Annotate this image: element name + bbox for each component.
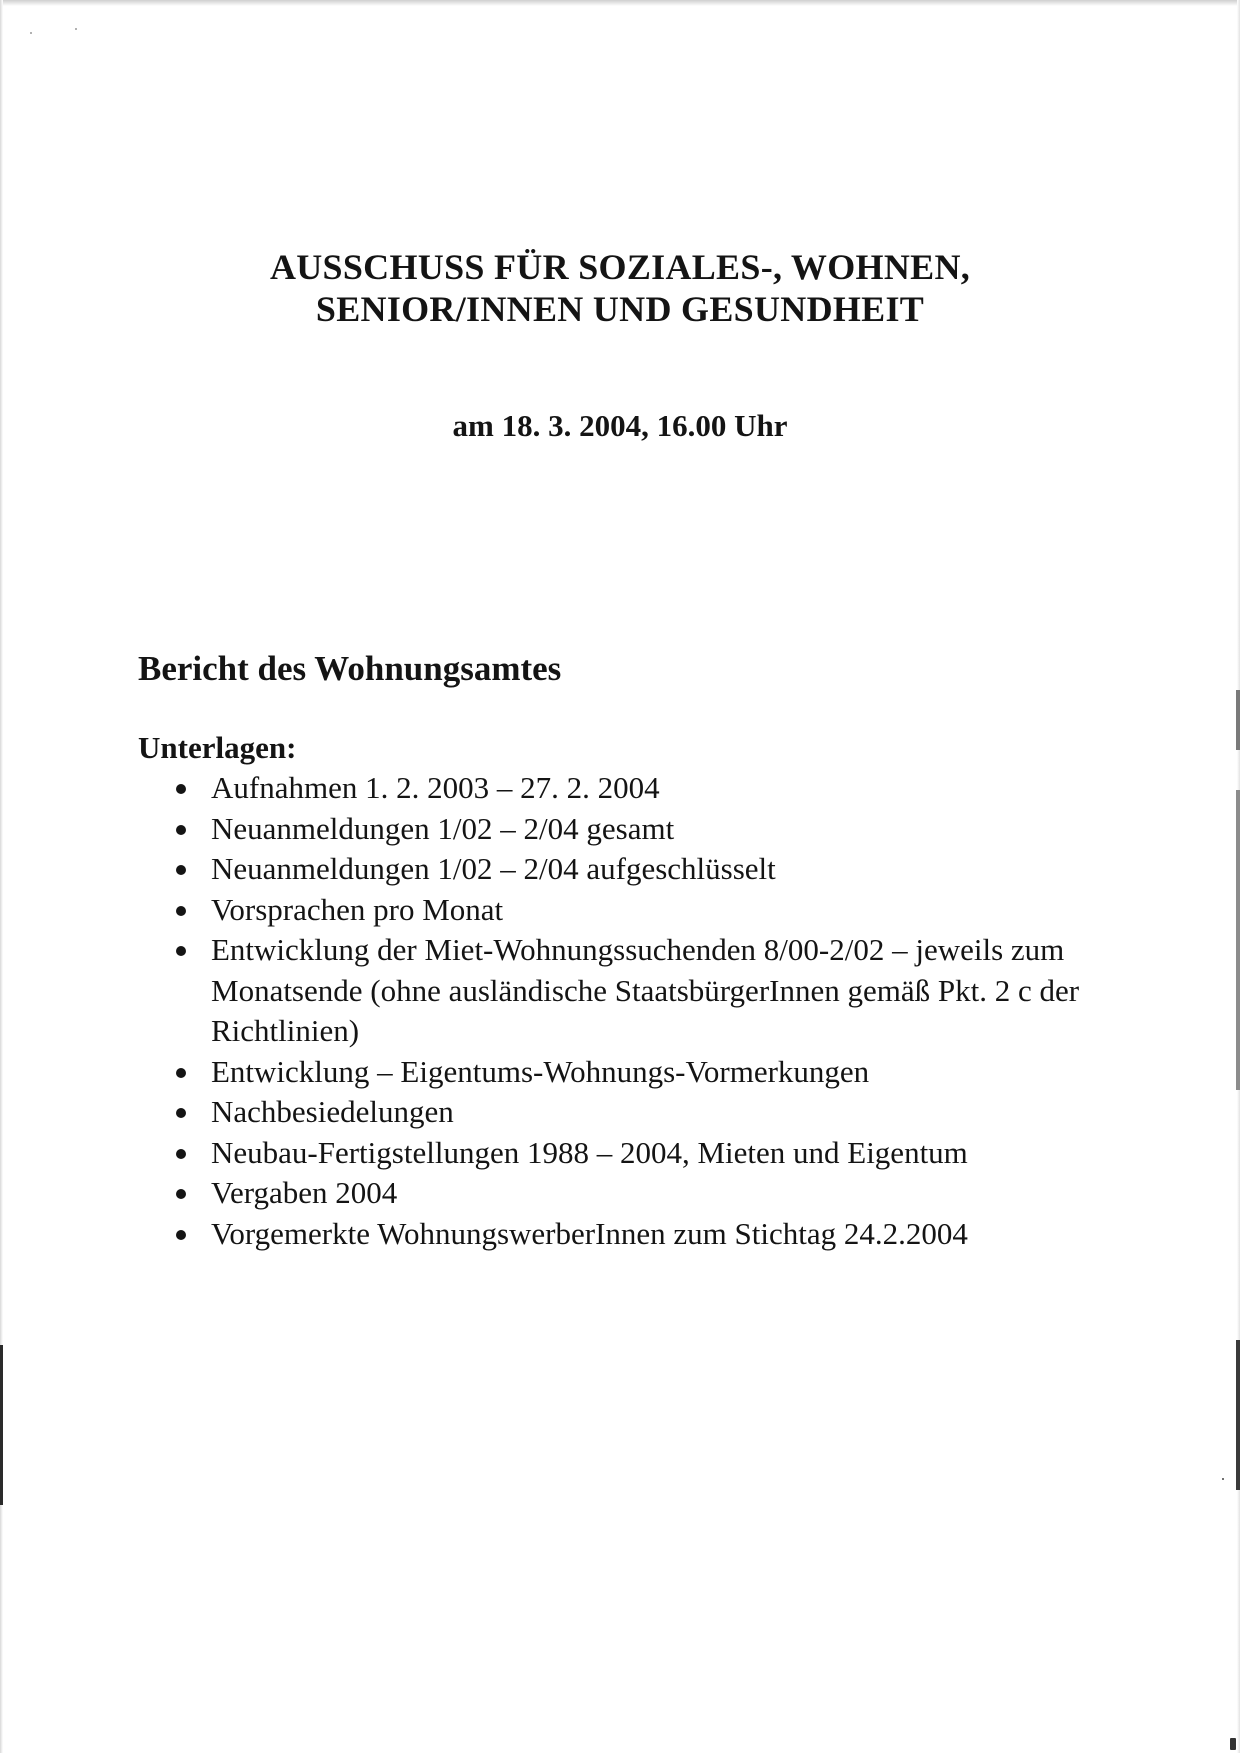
list-item xyxy=(138,930,1098,1052)
scan-mark xyxy=(1236,1340,1240,1490)
list-item xyxy=(138,1173,1098,1214)
bullet-icon xyxy=(176,1230,186,1240)
list-item-text: Neubau-Fertigstellungen 1988 – 2004, Mieten und Eigentum xyxy=(211,1134,968,1170)
list-item xyxy=(138,890,1098,931)
list-item xyxy=(138,1133,1098,1174)
scan-mark xyxy=(0,1345,3,1505)
list-item-text: Vorgemerkte WohnungswerberInnen zum Stichtag 24.2.2004 xyxy=(211,1215,968,1251)
list-item-text: Neuanmeldungen 1/02 – 2/04 aufgeschlüsselt xyxy=(211,851,776,886)
list-item xyxy=(138,1092,1098,1133)
committee-title-line-1: AUSSCHUSS FÜR SOZIALES-, WOHNEN, xyxy=(269,247,971,287)
list-item-text: Neuanmeldungen 1/02 – 2/04 gesamt xyxy=(211,810,675,846)
list-item-text: Vergaben 2004 xyxy=(211,1175,398,1210)
bullet-icon xyxy=(176,784,186,794)
scan-edge-top xyxy=(0,0,1240,6)
bullet-icon xyxy=(176,1108,186,1118)
bullet-icon xyxy=(176,1149,186,1159)
scan-speck xyxy=(75,28,77,30)
section-title: Bericht des Wohnungsamtes xyxy=(138,649,562,688)
bullet-icon xyxy=(176,825,186,835)
list-item-text: Entwicklung der Miet-Wohnungssuchenden 8/00-2/02 – jeweils zum Monatsende (ohne ausländische StaatsbürgerInnen gemäß Pkt. 2 c der Richtlinien) xyxy=(211,932,1080,1048)
list-item-text: Aufnahmen 1. 2. 2003 – 27. 2. 2004 xyxy=(211,770,660,805)
committee-title xyxy=(0,246,1240,330)
meeting-date: am 18. 3. 2004, 16.00 Uhr xyxy=(452,408,788,443)
list-item xyxy=(138,1214,1098,1255)
list-item xyxy=(138,1052,1098,1093)
scan-mark xyxy=(1236,790,1240,1090)
scan-mark xyxy=(1236,690,1240,750)
committee-title-line-2: SENIOR/INNEN UND GESUNDHEIT xyxy=(315,289,925,329)
bullet-icon xyxy=(176,946,186,956)
bullet-icon xyxy=(176,1068,186,1078)
scan-speck xyxy=(1222,1478,1224,1480)
list-item xyxy=(138,849,1098,890)
scan-speck xyxy=(1230,1738,1236,1750)
list-item-text: Entwicklung – Eigentums-Wohnungs-Vormerkungen xyxy=(211,1053,870,1089)
scan-speck xyxy=(30,32,32,34)
list-item-text: Nachbesiedelungen xyxy=(211,1094,454,1129)
documents-heading: Unterlagen: xyxy=(138,730,297,765)
bullet-icon xyxy=(176,865,186,875)
list-item-text: Vorsprachen pro Monat xyxy=(211,891,504,927)
list-item xyxy=(138,809,1098,850)
bullet-icon xyxy=(176,906,186,916)
list-item xyxy=(138,768,1098,809)
documents-list xyxy=(138,768,1098,1254)
bullet-icon xyxy=(176,1189,186,1199)
